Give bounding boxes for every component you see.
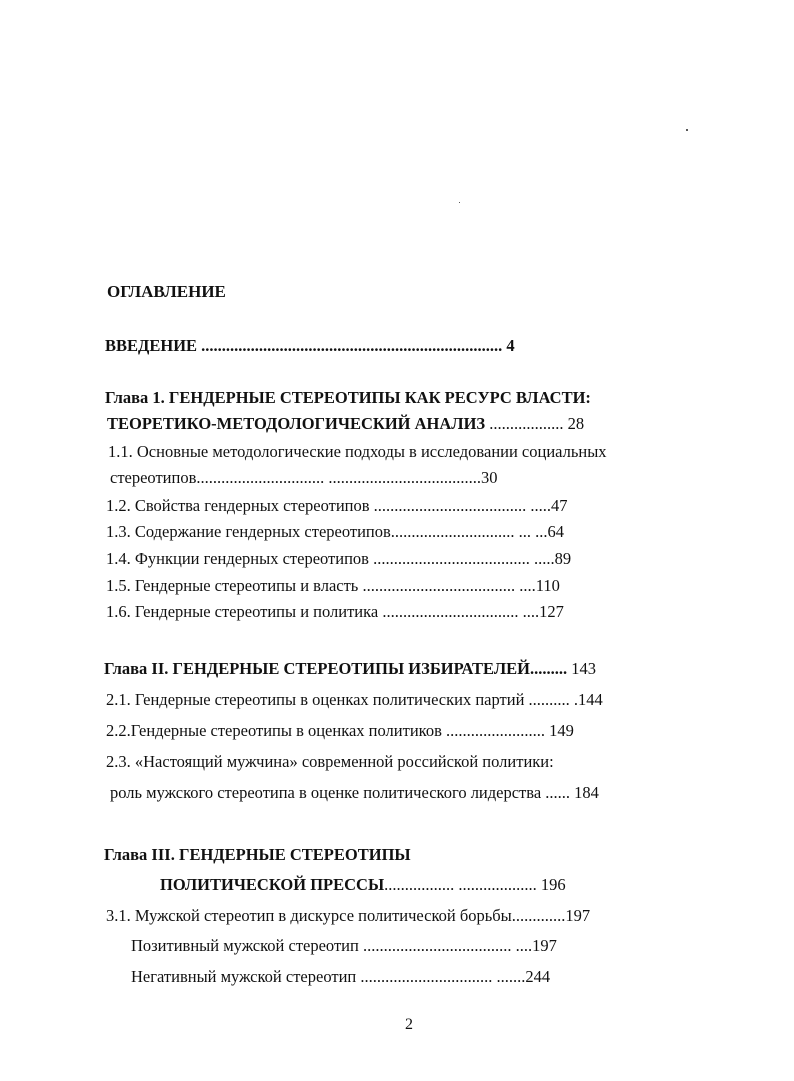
toc-chapter-1-title-line1[interactable]: Глава 1. ГЕНДЕРНЫЕ СТЕРЕОТИПЫ КАК РЕСУРС ВЛАСТИ: — [105, 388, 591, 407]
toc-chapter-3-title-line1[interactable]: Глава III. ГЕНДЕРНЫЕ СТЕРЕОТИПЫ — [104, 845, 411, 864]
toc-entry-text: ТЕОРЕТИКО-МЕТОДОЛОГИЧЕСКИЙ АНАЛИЗ — [107, 414, 486, 433]
toc-entry-1-5[interactable]: 1.5. Гендерные стереотипы и власть ..................................... ....110 — [106, 576, 560, 595]
toc-chapter-1-title-line2[interactable] — [107, 414, 584, 434]
toc-entry-1-1-line2[interactable]: стереотипов............................... .....................................30 — [110, 468, 498, 487]
toc-entry-intro[interactable] — [105, 336, 515, 356]
toc-entry-1-3[interactable]: 1.3. Содержание гендерных стереотипов.............................. ... ...64 — [106, 522, 565, 541]
scan-speck — [459, 202, 460, 203]
toc-entry-3-1-sub-2[interactable]: Негативный мужской стереотип ................................ .......244 — [131, 967, 551, 986]
toc-chapter-3-title-line2[interactable] — [160, 875, 566, 895]
toc-entry-1-4[interactable]: 1.4. Функции гендерных стереотипов ...................................... .....89 — [106, 549, 572, 568]
toc-heading: ОГЛАВЛЕНИЕ — [107, 282, 226, 301]
toc-entry-text: ВВЕДЕНИЕ ......................................................................... 4 — [105, 336, 515, 355]
toc-entry-1-2[interactable]: 1.2. Свойства гендерных стереотипов ..................................... .....47 — [106, 496, 568, 515]
scan-speck — [686, 129, 688, 131]
page-number: 2 — [405, 1016, 413, 1033]
toc-page-number: 143 — [567, 659, 596, 678]
toc-entry-text: Глава II. ГЕНДЕРНЫЕ СТЕРЕОТИПЫ ИЗБИРАТЕЛЕЙ......... — [104, 659, 568, 678]
toc-entry-2-1[interactable]: 2.1. Гендерные стереотипы в оценках политических партий .......... .144 — [106, 690, 603, 709]
toc-entry-text: ПОЛИТИЧЕСКОЙ ПРЕССЫ — [160, 875, 385, 894]
toc-leader-page: ................. ................... 196 — [384, 875, 566, 894]
toc-entry-2-3-line2[interactable]: роль мужского стереотипа в оценке политического лидерства ...... 184 — [110, 783, 599, 802]
toc-leader-page: .................. 28 — [485, 414, 585, 433]
toc-entry-2-2[interactable]: 2.2.Гендерные стереотипы в оценках политиков ........................ 149 — [106, 721, 574, 740]
toc-chapter-2-title[interactable] — [104, 659, 596, 679]
toc-entry-1-1-line1[interactable]: 1.1. Основные методологические подходы в исследовании социальных — [108, 442, 607, 461]
toc-entry-1-6[interactable]: 1.6. Гендерные стереотипы и политика ................................. ....127 — [106, 602, 564, 621]
toc-entry-3-1[interactable]: 3.1. Мужской стереотип в дискурсе политической борьбы.............197 — [106, 906, 591, 925]
toc-entry-2-3-line1[interactable]: 2.3. «Настоящий мужчина» современной российской политики: — [106, 752, 554, 771]
toc-entry-3-1-sub-1[interactable]: Позитивный мужской стереотип .................................... ....197 — [131, 936, 557, 955]
